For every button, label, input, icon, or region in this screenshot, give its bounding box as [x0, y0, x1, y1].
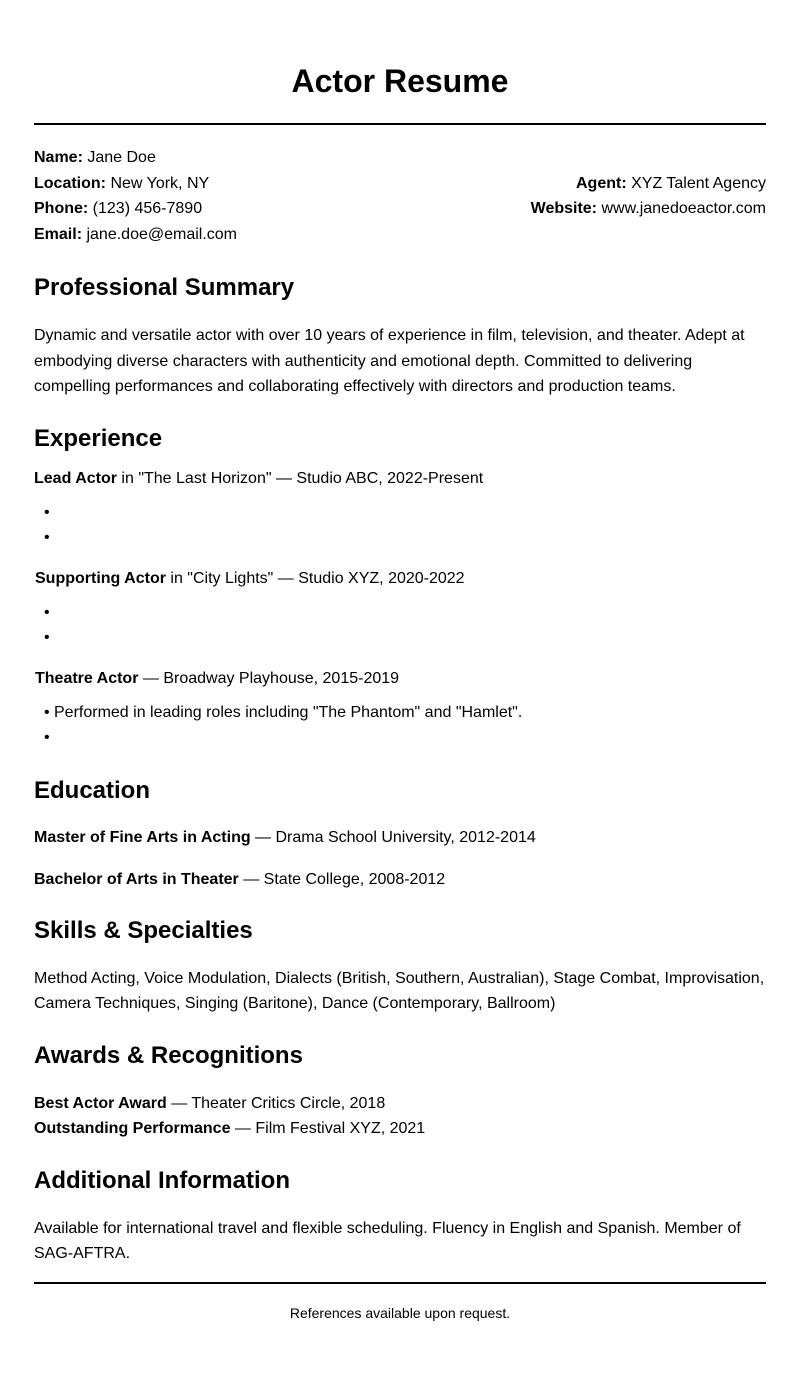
- additional-heading: Additional Information: [34, 1166, 290, 1194]
- footer-note: References available upon request.: [289, 1304, 511, 1321]
- contact-phone-label: Phone:: [34, 200, 89, 217]
- award-name: Best Actor Award: [34, 1094, 167, 1112]
- education-detail: — Drama School University, 2012-2014: [250, 828, 536, 846]
- contact-agent: [531, 171, 766, 197]
- job-title: [34, 568, 766, 590]
- contact-location-label: Location:: [34, 174, 106, 192]
- contact-location: [34, 171, 237, 197]
- award-name: Outstanding Performance: [34, 1120, 231, 1137]
- job-entry: [34, 468, 766, 551]
- job-role: Lead Actor: [34, 469, 117, 487]
- contact-agent-label: Agent:: [575, 174, 627, 192]
- education-item: [34, 827, 766, 849]
- contact-left-column: [34, 145, 237, 247]
- contact-website-value: www.janedoeactor.com: [601, 200, 766, 217]
- job-entry: [34, 668, 766, 751]
- contact-email-value: jane.doe@email.com: [86, 225, 238, 243]
- contact-info: [34, 145, 766, 247]
- skills-heading: Skills & Specialties: [34, 916, 253, 944]
- additional-text: Available for international travel and flexible scheduling. Fluency in English and Spanish. Member of SAG-AFTRA.: [34, 1219, 741, 1262]
- education-degree: Bachelor of Arts in Theater: [34, 870, 239, 888]
- education-degree: Master of Fine Arts in Acting: [34, 828, 251, 846]
- job-detail: in "The Last Horizon" — Studio ABC, 2022-Present: [116, 469, 484, 487]
- job-role: Supporting Actor: [35, 569, 166, 587]
- summary-heading: Professional Summary: [34, 274, 295, 301]
- award-item: [34, 1116, 766, 1142]
- job-detail: — Broadway Playhouse, 2015-2019: [138, 669, 400, 687]
- skills-text: Method Acting, Voice Modulation, Dialects (British, Southern, Australian), Stage Combat, Improvisation, Camera Techniques, Singing (Baritone), Dance (Contemporary, Ballroom): [34, 969, 765, 1012]
- award-detail: — Film Festival XYZ, 2021: [230, 1120, 426, 1137]
- job-bullet: [44, 525, 766, 551]
- job-detail: in "City Lights" — Studio XYZ, 2020-2022: [165, 569, 465, 587]
- education-detail: — State College, 2008-2012: [238, 870, 446, 888]
- resume-page: [34, 0, 766, 1323]
- contact-name-label: Name:: [34, 149, 83, 166]
- contact-right-column: [531, 171, 766, 222]
- contact-website-label: Website:: [530, 200, 598, 217]
- job-bullets: [34, 500, 766, 551]
- job-title: [34, 468, 766, 490]
- contact-location-value: New York, NY: [110, 174, 210, 192]
- job-bullet: [44, 625, 766, 651]
- job-entry: [34, 568, 766, 651]
- job-bullet: [44, 600, 766, 626]
- awards-heading: Awards & Recognitions: [34, 1041, 303, 1069]
- job-bullets: [34, 700, 766, 751]
- job-title: [34, 668, 766, 690]
- job-bullet: [44, 500, 766, 526]
- page-title: Actor Resume: [291, 63, 509, 99]
- education-heading: Education: [34, 776, 151, 804]
- job-bullet: [44, 725, 766, 751]
- contact-email-label: Email:: [34, 225, 83, 243]
- contact-agent-value: XYZ Talent Agency: [631, 174, 766, 192]
- contact-name-value: Jane Doe: [87, 149, 156, 166]
- contact-email: [34, 222, 237, 248]
- summary-text: Dynamic and versatile actor with over 10 years of experience in film, television, and theater. Adept at embodying diverse characters with authenticity and emotional depth. Committed to delivering compelling performances and collaborating effectively with directors and production teams.: [34, 327, 745, 395]
- award-item: [34, 1091, 766, 1117]
- award-detail: — Theater Critics Circle, 2018: [166, 1094, 386, 1112]
- contact-phone-value: (123) 456-7890: [92, 200, 203, 217]
- awards-list: [34, 1091, 766, 1142]
- job-role: Theatre Actor: [35, 669, 139, 687]
- job-bullets: [34, 600, 766, 651]
- header-divider: [34, 123, 766, 125]
- contact-name: [34, 145, 237, 171]
- contact-website: [531, 196, 766, 222]
- job-bullet: • Performed in leading roles including "The Phantom" and "Hamlet".: [44, 700, 766, 726]
- contact-phone: [34, 196, 237, 222]
- education-item: [34, 869, 766, 891]
- experience-heading: Experience: [34, 424, 163, 452]
- footer-divider: [34, 1282, 766, 1284]
